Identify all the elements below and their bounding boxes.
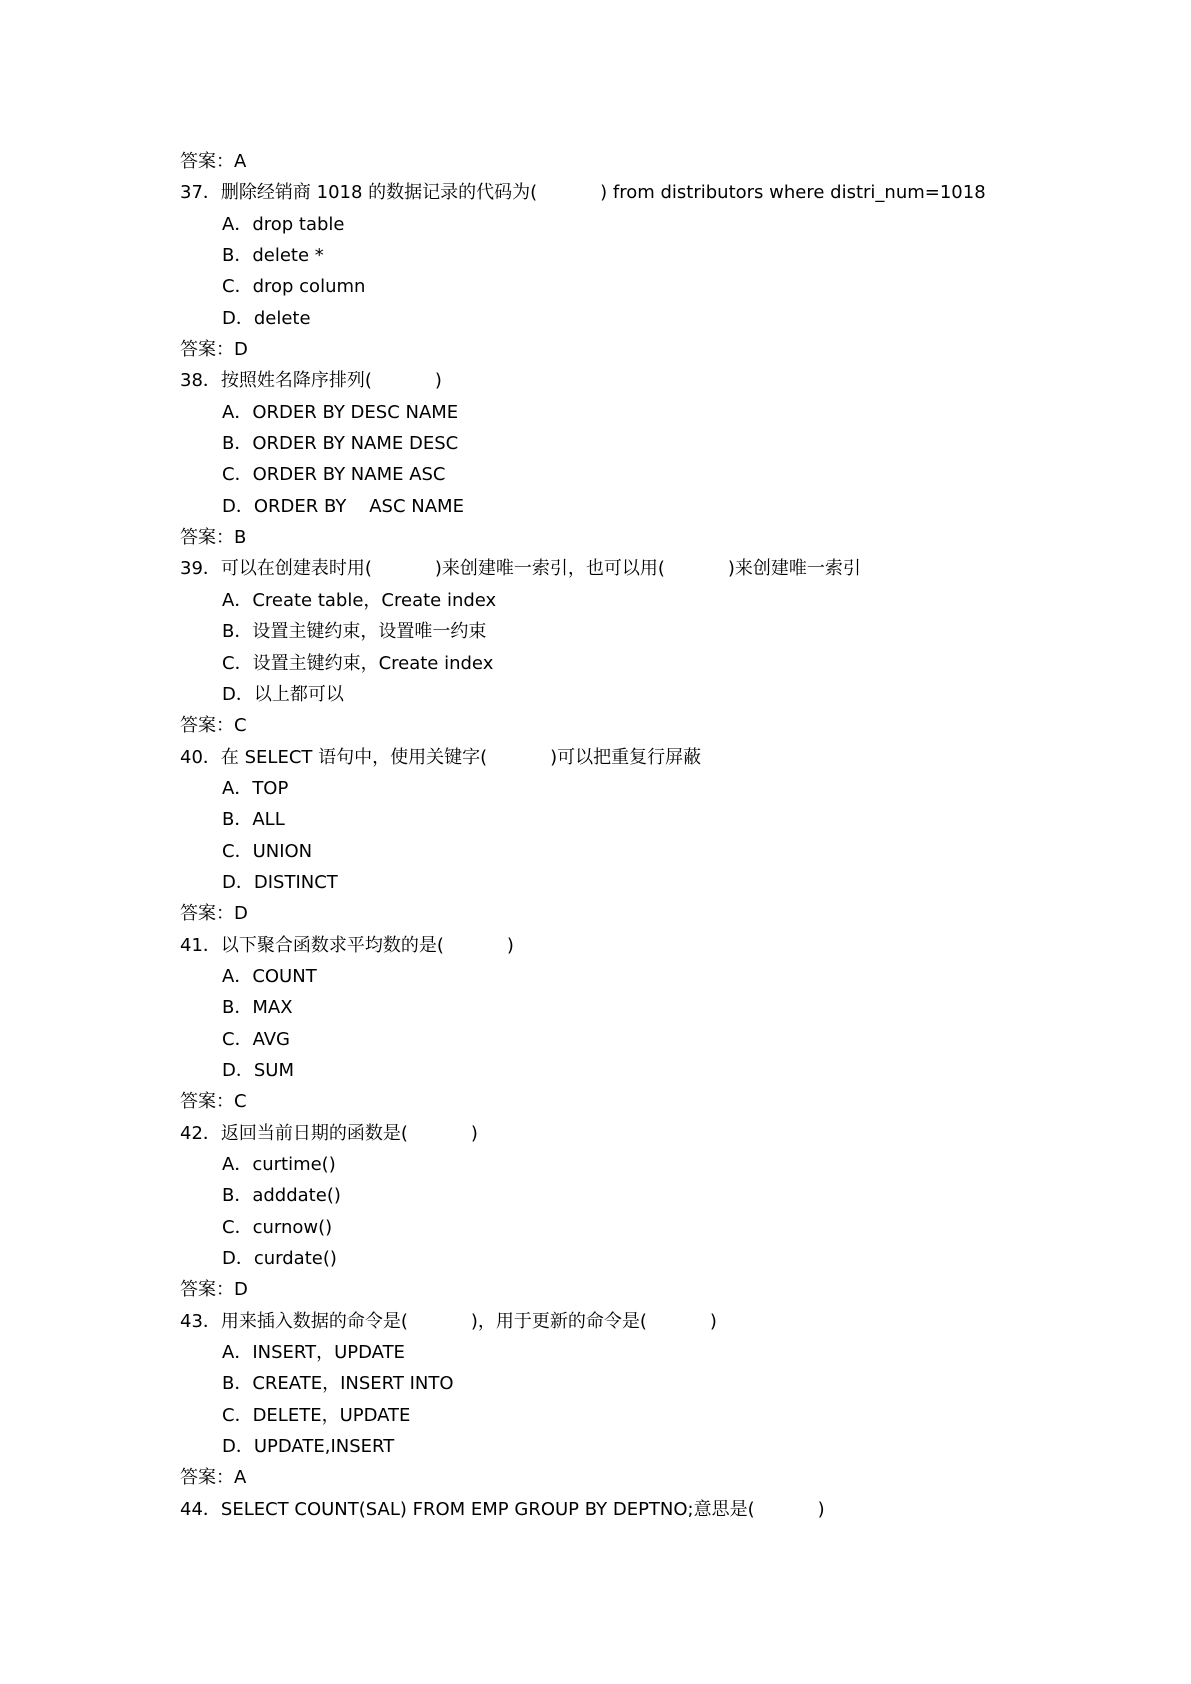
option-line: C．AVG xyxy=(222,1028,290,1050)
option-line: C．ORDER BY NAME ASC xyxy=(222,464,446,486)
option-line: B．MAX xyxy=(222,997,293,1019)
answer-line: 答案：D xyxy=(180,903,248,925)
option-line: D．以上都可以 xyxy=(222,683,344,705)
option-line: D．ORDER BY ASC NAME xyxy=(222,495,464,517)
answer-line: 答案：D xyxy=(180,339,248,361)
option-line: A．ORDER BY DESC NAME xyxy=(222,401,459,423)
option-line: A．drop table xyxy=(222,213,345,235)
option-line: C．drop column xyxy=(222,276,366,298)
option-line: C．设置主键约束，Create index xyxy=(222,652,494,674)
option-line: A．INSERT，UPDATE xyxy=(222,1342,405,1364)
option-line: D．UPDATE,INSERT xyxy=(222,1436,395,1458)
answer-line: 答案：C xyxy=(180,715,247,737)
answer-line: 答案：A xyxy=(180,1467,247,1489)
question-line: 40．在 SELECT 语句中，使用关键字( )可以把重复行屏蔽 xyxy=(180,746,702,768)
option-line: A．COUNT xyxy=(222,965,317,987)
option-line: B．ALL xyxy=(222,809,285,831)
question-line: 39．可以在创建表时用( )来创建唯一索引，也可以用( )来创建唯一索引 xyxy=(180,558,861,580)
answer-line: 答案：B xyxy=(180,527,247,549)
question-line: 38．按照姓名降序排列( ) xyxy=(180,370,442,392)
option-line: A．curtime() xyxy=(222,1154,336,1175)
option-line: B．CREATE，INSERT INTO xyxy=(222,1373,454,1395)
option-line: B．ORDER BY NAME DESC xyxy=(222,433,459,455)
document-body xyxy=(180,146,1080,1525)
question-line: 42．返回当前日期的函数是( ) xyxy=(180,1122,478,1144)
question-line: 43．用来插入数据的命令是( )，用于更新的命令是( ) xyxy=(180,1310,717,1332)
option-line: D．curdate() xyxy=(222,1248,337,1270)
option-line: C．DELETE，UPDATE xyxy=(222,1404,411,1426)
question-line: 44．SELECT COUNT(SAL) FROM EMP GROUP BY DEPTNO;意思是( ) xyxy=(180,1498,825,1520)
option-line: D．delete xyxy=(222,307,311,329)
question-line: 37．删除经销商 1018 的数据记录的代码为( ) from distributors where distri_num=1018 xyxy=(180,182,986,204)
option-line: B．delete * xyxy=(222,245,324,267)
option-line: B．设置主键约束，设置唯一约束 xyxy=(222,621,487,643)
option-line: D．SUM xyxy=(222,1059,294,1081)
option-line: C．curnow() xyxy=(222,1216,333,1238)
answer-line: 答案：C xyxy=(180,1091,247,1113)
option-line: A．Create table，Create index xyxy=(222,589,497,611)
option-line: D．DISTINCT xyxy=(222,871,338,893)
option-line: A．TOP xyxy=(222,777,289,799)
question-line: 41．以下聚合函数求平均数的是( ) xyxy=(180,934,514,956)
answer-line: 答案：A xyxy=(180,151,247,172)
option-line: B．adddate() xyxy=(222,1185,341,1207)
answer-line: 答案：D xyxy=(180,1279,248,1301)
option-line: C．UNION xyxy=(222,840,313,862)
